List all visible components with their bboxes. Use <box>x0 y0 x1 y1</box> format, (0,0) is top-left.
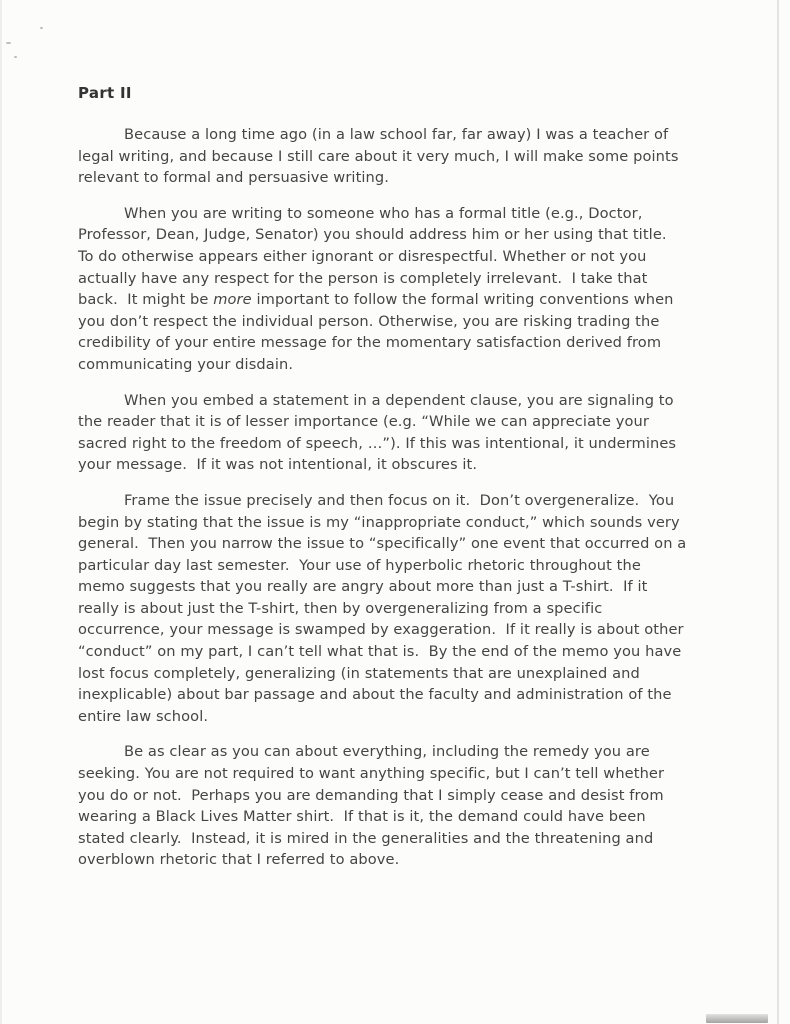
document-content <box>78 84 690 885</box>
paragraph <box>78 390 690 476</box>
scan-speck-artifact <box>40 27 43 29</box>
text-run: Be as clear as you can about everything, including the remedy you are seeking. You are not required to want anything specific, but I can’t tell whether you do or not. Perhaps you are demanding that I simply cease and desist from wearing a Black Lives Matter shirt. If that is it, the demand could have been stated clearly. Instead, it is mired in the generalities and the threatening and overblown rhetoric that I referred to above. <box>78 743 669 869</box>
scan-edge-artifact-right <box>777 0 779 1024</box>
scan-edge-artifact-left <box>0 0 2 1024</box>
scan-speck-artifact <box>14 56 17 58</box>
scan-speck-artifact <box>6 42 11 44</box>
text-run: important to follow the formal writing conventions when you don’t respect the individual person. Otherwise, you are risking trading the credibility of your entire message for the momentary satisfaction derived from communicating your disdain. <box>78 291 679 373</box>
document-title: Part II <box>78 84 132 102</box>
scan-bottom-artifact <box>706 1014 768 1023</box>
text-run: Frame the issue precisely and then focus on it. Don’t overgeneralize. You begin by stating that the issue is my “inappropriate conduct,” which sounds very general. Then you narrow the issue to “specifically” one event that occurred on a particular day last semester. Your use of hyperbolic rhetoric throughout the memo suggests that you really are angry about more than just a T-shirt. If it really is about just the T-shirt, then by overgeneralizing from a specific occurrence, your message is swamped by exaggeration. If it really is about other “conduct” on my part, I can’t tell what that is. By the end of the memo you have lost focus completely, generalizing (in statements that are unexplained and inexplicable) about bar passage and about the faculty and administration of the entire law school. <box>78 491 692 725</box>
emphasized-text: more <box>213 291 252 309</box>
paragraph <box>78 490 690 728</box>
text-run: Because a long time ago (in a law school far, far away) I was a teacher of legal writing, and because I still care about it very much, I will make some points relevant to formal and persuasive writing. <box>78 126 684 187</box>
paragraph <box>78 203 690 376</box>
paragraph <box>78 124 690 189</box>
paragraph-list <box>78 124 690 871</box>
text-run: When you are writing to someone who has a formal title (e.g., Doctor, Professor, Dean, Judge, Senator) you should address him or her using that title. To do otherwise appears either ignorant or disrespectful. Whether or not you actually have any respect for the person is completely irrelevant. I take that back. It might be <box>78 204 677 309</box>
text-run: When you embed a statement in a dependent clause, you are signaling to the reader that it is of lesser importance (e.g. “While we can appreciate your sacred right to the freedom of speech, …”). If this was intentional, it undermines your message. If it was not intentional, it obscures it. <box>78 391 681 474</box>
paragraph <box>78 741 690 871</box>
